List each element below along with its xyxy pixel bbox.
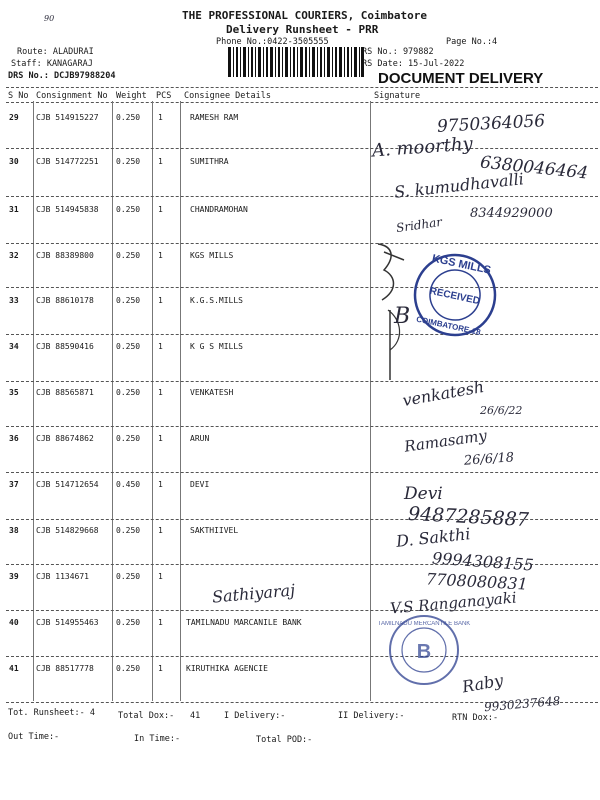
in-time: In Time:- bbox=[134, 734, 181, 744]
handwritten-phone: 7708080831 bbox=[425, 569, 529, 594]
row-pcs: 1 bbox=[158, 388, 163, 397]
row-consignment: CJB 88610178 bbox=[36, 296, 94, 305]
ii-delivery: II Delivery:- bbox=[338, 711, 405, 721]
row-consignment: CJB 514772251 bbox=[36, 157, 99, 166]
handwritten-signature: V.S Ranganayaki bbox=[389, 588, 518, 618]
rs-date: RS Date: 15-Jul-2022 bbox=[362, 59, 465, 69]
handwritten-signature: A. moorthy bbox=[371, 133, 474, 162]
row-consignee: RAMESH RAM bbox=[190, 113, 239, 122]
bank-stamp-text: TAMILNADU MERCANTILE BANK bbox=[377, 621, 471, 627]
row-sno: 41 bbox=[9, 664, 19, 673]
row-weight: 0.250 bbox=[116, 113, 141, 122]
row-consignee: SUMITHRA bbox=[190, 157, 229, 166]
row-divider bbox=[6, 472, 598, 473]
row-divider bbox=[6, 148, 598, 149]
row-weight: 0.250 bbox=[116, 342, 141, 351]
out-time: Out Time:- bbox=[8, 732, 60, 742]
row-sno: 36 bbox=[9, 434, 19, 443]
row-consignee: KIRUTHIKA AGENCIE bbox=[186, 664, 268, 673]
row-divider bbox=[6, 656, 598, 657]
handwritten-signature: venkatesh bbox=[400, 376, 486, 411]
row-pcs: 1 bbox=[158, 342, 163, 351]
row-consignee: K.G.S.MILLS bbox=[190, 296, 243, 305]
row-consignment: CJB 88565871 bbox=[36, 388, 94, 397]
row-divider bbox=[6, 610, 598, 611]
row-pcs: 1 bbox=[158, 480, 163, 489]
handwritten-phone: 9750364056 bbox=[436, 111, 546, 137]
row-sno: 32 bbox=[9, 251, 19, 260]
handwritten-signature: S. kumudhavalli bbox=[393, 169, 525, 202]
column-rule bbox=[180, 101, 181, 701]
handwritten-signature: Raby bbox=[460, 670, 505, 697]
staff: Staff: KANAGARAJ bbox=[11, 59, 93, 69]
page-number: Page No.:4 bbox=[446, 37, 498, 47]
kgs-mills-stamp bbox=[410, 250, 500, 340]
row-divider bbox=[6, 334, 598, 335]
col-consignee: Consignee Details bbox=[184, 91, 271, 101]
column-rule bbox=[370, 101, 371, 701]
handwritten-signature: Devi bbox=[404, 484, 443, 504]
tot-runsheet: Tot. Runsheet:- 4 bbox=[8, 708, 95, 718]
rs-number: RS No.: 979882 bbox=[362, 47, 434, 57]
row-consignee: SAKTHIIVEL bbox=[190, 526, 239, 535]
row-consignment: CJB 514915227 bbox=[36, 113, 99, 122]
row-sno: 33 bbox=[9, 296, 19, 305]
row-sno: 30 bbox=[9, 157, 19, 166]
row-sno: 37 bbox=[9, 480, 19, 489]
row-divider bbox=[6, 287, 598, 288]
handwritten-mark: B bbox=[394, 304, 411, 329]
row-weight: 0.250 bbox=[116, 434, 141, 443]
handwritten-signature: Ramasamy bbox=[403, 426, 488, 456]
stamp-top-text: KGS MILLS bbox=[430, 252, 492, 277]
row-pcs: 1 bbox=[158, 251, 163, 260]
rtn-dox: RTN Dox:- bbox=[452, 713, 499, 723]
row-weight: 0.250 bbox=[116, 157, 141, 166]
bank-stamp-mark: B bbox=[416, 641, 432, 663]
row-consignment: CJB 514829668 bbox=[36, 526, 99, 535]
handwritten-phone: 8344929000 bbox=[470, 206, 553, 221]
row-consignment: CJB 88517778 bbox=[36, 664, 94, 673]
row-divider bbox=[6, 243, 598, 244]
row-sno: 34 bbox=[9, 342, 19, 351]
handwritten-name: Sathiyaraj bbox=[211, 580, 296, 607]
stamp-bottom-text: COIMBATORE-18 bbox=[415, 314, 482, 338]
row-weight: 0.250 bbox=[116, 205, 141, 214]
row-consignee: DEVI bbox=[190, 480, 210, 489]
row-weight: 0.250 bbox=[116, 251, 141, 260]
total-dox-value: 41 bbox=[190, 711, 201, 721]
col-weight: Weight bbox=[116, 91, 147, 101]
row-sno: 39 bbox=[9, 572, 19, 581]
row-consignee: TAMILNADU MARCANILE BANK bbox=[186, 618, 302, 627]
col-pcs: PCS bbox=[156, 91, 172, 101]
handwritten-date: 26/6/22 bbox=[480, 404, 523, 417]
row-weight: 0.250 bbox=[116, 526, 141, 535]
runsheet-subtitle: Delivery Runsheet - PRR bbox=[226, 23, 379, 36]
row-consignment: CJB 88389800 bbox=[36, 251, 94, 260]
row-consignee: ARUN bbox=[190, 434, 210, 443]
row-sno: 40 bbox=[9, 618, 19, 627]
bank-stamp bbox=[377, 612, 471, 688]
row-consignee: KGS MILLS bbox=[190, 251, 234, 260]
row-consignee: VENKATESH bbox=[190, 388, 234, 397]
row-weight: 0.450 bbox=[116, 480, 141, 489]
stamp-center-text: RECEIVED bbox=[428, 285, 481, 308]
barcode bbox=[228, 47, 364, 77]
row-consignment: CJB 88590416 bbox=[36, 342, 94, 351]
row-sno: 35 bbox=[9, 388, 19, 397]
row-sno: 29 bbox=[9, 113, 19, 122]
row-pcs: 1 bbox=[158, 664, 163, 673]
handwritten-phone: 9994308155 bbox=[431, 548, 535, 575]
total-dox-label: Total Dox:- bbox=[118, 711, 175, 721]
col-signature: Signature bbox=[374, 91, 421, 101]
total-pod: Total POD:- bbox=[256, 735, 313, 745]
row-consignment: CJB 514945838 bbox=[36, 205, 99, 214]
divider bbox=[6, 87, 598, 88]
document-delivery-title: DOCUMENT DELIVERY bbox=[378, 70, 544, 87]
column-rule bbox=[33, 101, 34, 701]
column-rule bbox=[152, 101, 153, 701]
i-delivery: I Delivery:- bbox=[224, 711, 286, 721]
row-pcs: 1 bbox=[158, 572, 163, 581]
handwritten-phone: 9930237648 bbox=[483, 693, 561, 715]
row-pcs: 1 bbox=[158, 526, 163, 535]
row-pcs: 1 bbox=[158, 113, 163, 122]
row-pcs: 1 bbox=[158, 618, 163, 627]
row-weight: 0.250 bbox=[116, 664, 141, 673]
divider bbox=[6, 102, 598, 103]
handwritten-signature: Sridhar bbox=[395, 214, 443, 236]
row-consignment: CJB 1134671 bbox=[36, 572, 89, 581]
column-rule bbox=[112, 101, 113, 701]
row-consignment: CJB 88674862 bbox=[36, 434, 94, 443]
col-sno: S No bbox=[8, 91, 29, 101]
row-pcs: 1 bbox=[158, 157, 163, 166]
handwritten-date: 26/6/18 bbox=[463, 450, 515, 469]
row-pcs: 1 bbox=[158, 205, 163, 214]
route: Route: ALADURAI bbox=[17, 47, 94, 57]
corner-mark: 90 bbox=[44, 14, 55, 23]
phone-number: Phone No.:0422-3505555 bbox=[216, 37, 329, 47]
row-pcs: 1 bbox=[158, 434, 163, 443]
row-divider bbox=[6, 381, 598, 382]
row-divider bbox=[6, 426, 598, 427]
col-consignment: Consignment No bbox=[36, 91, 108, 101]
row-consignee: CHANDRAMOHAN bbox=[190, 205, 248, 214]
row-divider bbox=[6, 196, 598, 197]
row-weight: 0.250 bbox=[116, 618, 141, 627]
row-sno: 31 bbox=[9, 205, 19, 214]
company-title: THE PROFESSIONAL COURIERS, Coimbatore bbox=[182, 9, 428, 22]
row-consignment: CJB 514712654 bbox=[36, 480, 99, 489]
row-weight: 0.250 bbox=[116, 388, 141, 397]
row-pcs: 1 bbox=[158, 296, 163, 305]
handwritten-phone: 6380046464 bbox=[479, 152, 589, 184]
handwritten-phone: 9487285887 bbox=[407, 502, 530, 532]
row-consignment: CJB 514955463 bbox=[36, 618, 99, 627]
drs-number: DRS No.: DCJB97988204 bbox=[8, 71, 116, 81]
row-weight: 0.250 bbox=[116, 572, 141, 581]
row-weight: 0.250 bbox=[116, 296, 141, 305]
row-consignee: K G S MILLS bbox=[190, 342, 243, 351]
handwritten-signature: D. Sakthi bbox=[395, 524, 472, 551]
row-sno: 38 bbox=[9, 526, 19, 535]
